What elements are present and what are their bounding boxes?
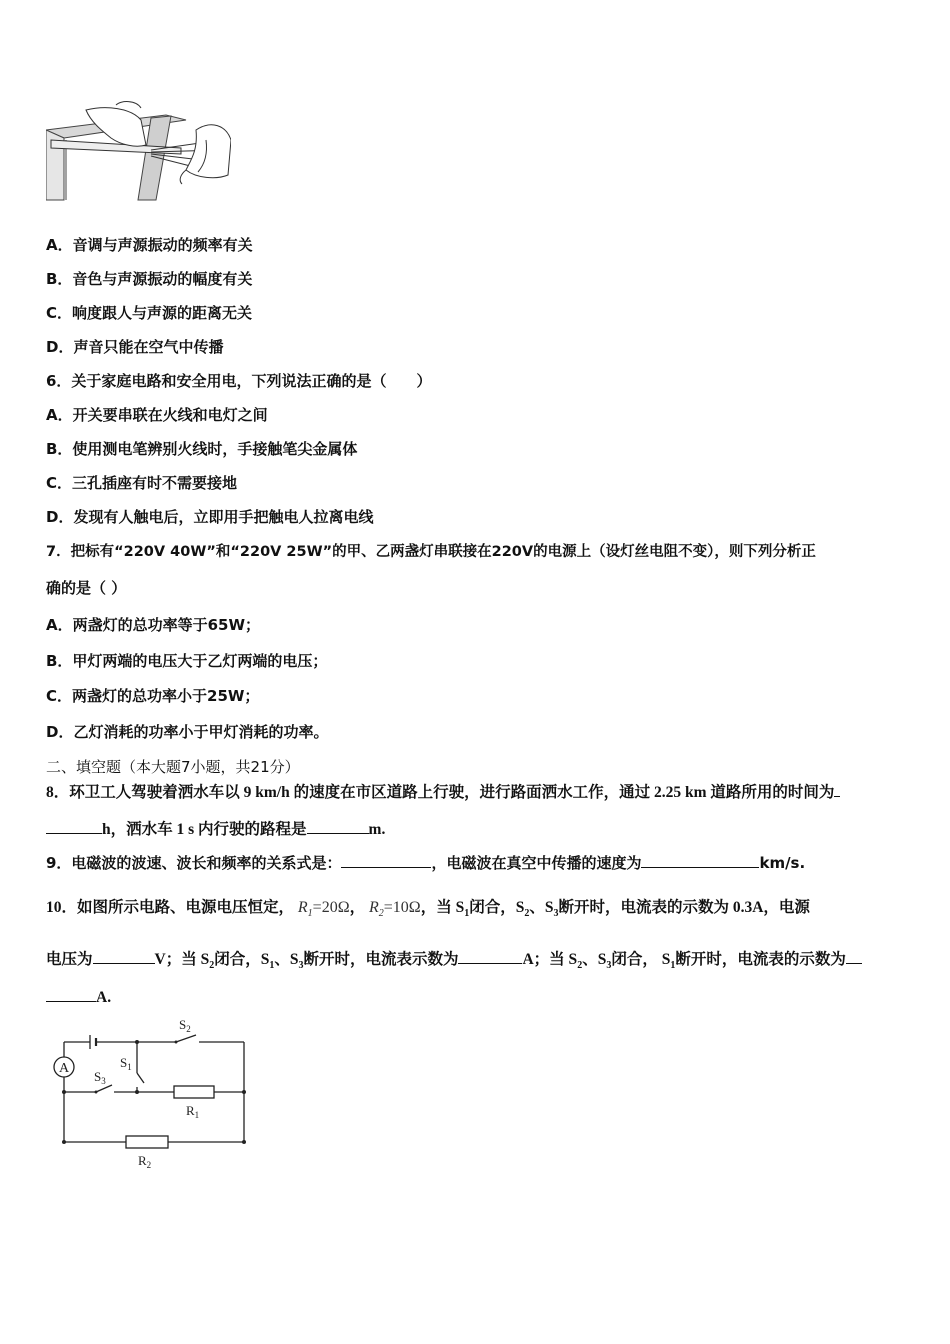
q7-option-b: B．甲灯两端的电压大于乙灯两端的电压； bbox=[46, 652, 328, 670]
q8-blank-time-start bbox=[834, 782, 840, 797]
q10-separator: ， bbox=[349, 899, 366, 916]
q6-option-b: B．使用测电笔辨别火线时，手接触笔尖金属体 bbox=[46, 440, 358, 458]
q7-option-a: A．两盏灯的总功率等于65W； bbox=[46, 616, 261, 634]
q5-option-d: D．声音只能在空气中传播 bbox=[46, 338, 224, 356]
q10-blank-voltage bbox=[93, 949, 155, 964]
q7-stem-line2: 确的是（ ） bbox=[46, 579, 127, 597]
section-heading: 二、填空题（本大题7小题，共21分） bbox=[46, 758, 300, 776]
ruler-vibration-illustration bbox=[46, 100, 231, 205]
q10-line3: A. bbox=[46, 987, 111, 1008]
q8-text-1: 8．环卫工人驾驶着洒水车以 9 km/h 的速度在市区道路上行驶，进行路面洒水工作，通过 2.25 km 道路所用的时间为 bbox=[46, 784, 835, 801]
q10-blank-current-2 bbox=[46, 987, 96, 1002]
q10-blank-current-2-start bbox=[846, 949, 862, 964]
q8-line2 bbox=[46, 819, 385, 840]
s3-label: $S_3$ bbox=[94, 1069, 106, 1086]
q5-option-a: A．音调与声源振动的频率有关 bbox=[46, 236, 253, 254]
q6-option-c: C．三孔插座有时不需要接地 bbox=[46, 474, 238, 492]
q7-stem-line1: 7．把标有“220V 40W”和“220V 25W”的甲、乙两盏灯串联接在220V的电源上（设灯丝电阻不变），则下列分析正 bbox=[46, 544, 816, 560]
q5-option-c: C．响度跟人与声源的距离无关 bbox=[46, 304, 253, 322]
q8-text-2: h，洒水车 1 s 内行驶的路程是 bbox=[102, 821, 307, 838]
q9-line bbox=[46, 853, 805, 873]
q9-text-2: ，电磁波在真空中传播的速度为 bbox=[431, 854, 642, 872]
q6-option-a: A．开关要串联在火线和电灯之间 bbox=[46, 406, 268, 424]
q8-blank-time bbox=[46, 819, 102, 834]
q8-line1 bbox=[46, 782, 840, 803]
q5-option-b: B．音色与声源振动的幅度有关 bbox=[46, 270, 253, 288]
q8-text-3: m. bbox=[368, 821, 386, 838]
r2-equation: $R_2=10\Omega$ bbox=[368, 899, 421, 920]
q10-line1: 10．如图所示电路、电源电压恒定， $R_1=20\Omega$， $R_2=10\Omega$，当 $S_1$闭合，$S_2$、$S_3$断开时，电流表的示数为 0.3A，电源 bbox=[46, 899, 810, 920]
q9-blank-speed bbox=[641, 853, 759, 868]
r1-equation: $R_1=20\Omega$ bbox=[297, 899, 350, 920]
q7-option-c: C．两盏灯的总功率小于25W； bbox=[46, 687, 260, 705]
circuit-diagram bbox=[44, 1015, 264, 1180]
s1-label: $S_1$ bbox=[120, 1055, 132, 1072]
q10-blank-current-1 bbox=[458, 949, 522, 964]
q6-option-d: D．发现有人触电后，立即用手把触电人拉离电线 bbox=[46, 508, 374, 526]
q10-line2: 电压为 V；当 $S_2$闭合，$S_1$、$S_3$断开时，电流表示数为 A；当 $S_2$、$S_3$闭合， $S_1$断开时，电流表的示数为 bbox=[46, 949, 862, 976]
q7-option-d: D．乙灯消耗的功率小于甲灯消耗的功率。 bbox=[46, 723, 329, 741]
q10-text-1: 10．如图所示电路、电源电压恒定， bbox=[46, 899, 295, 916]
r2-label: $R_2$ bbox=[138, 1153, 152, 1170]
ammeter-label: A bbox=[59, 1061, 70, 1076]
q8-blank-distance bbox=[307, 819, 369, 834]
s2-label: $S_2$ bbox=[179, 1017, 191, 1034]
q9-text-1: 9．电磁波的波速、波长和频率的关系式是： bbox=[46, 854, 342, 872]
q10-text-2a: ，当 S bbox=[420, 899, 465, 916]
q9-text-3: km/s. bbox=[759, 854, 806, 872]
q6-stem: 6．关于家庭电路和安全用电，下列说法正确的是（ ） bbox=[46, 372, 432, 390]
r1-label: $R_1$ bbox=[186, 1103, 200, 1120]
q9-blank-relation bbox=[341, 853, 431, 868]
